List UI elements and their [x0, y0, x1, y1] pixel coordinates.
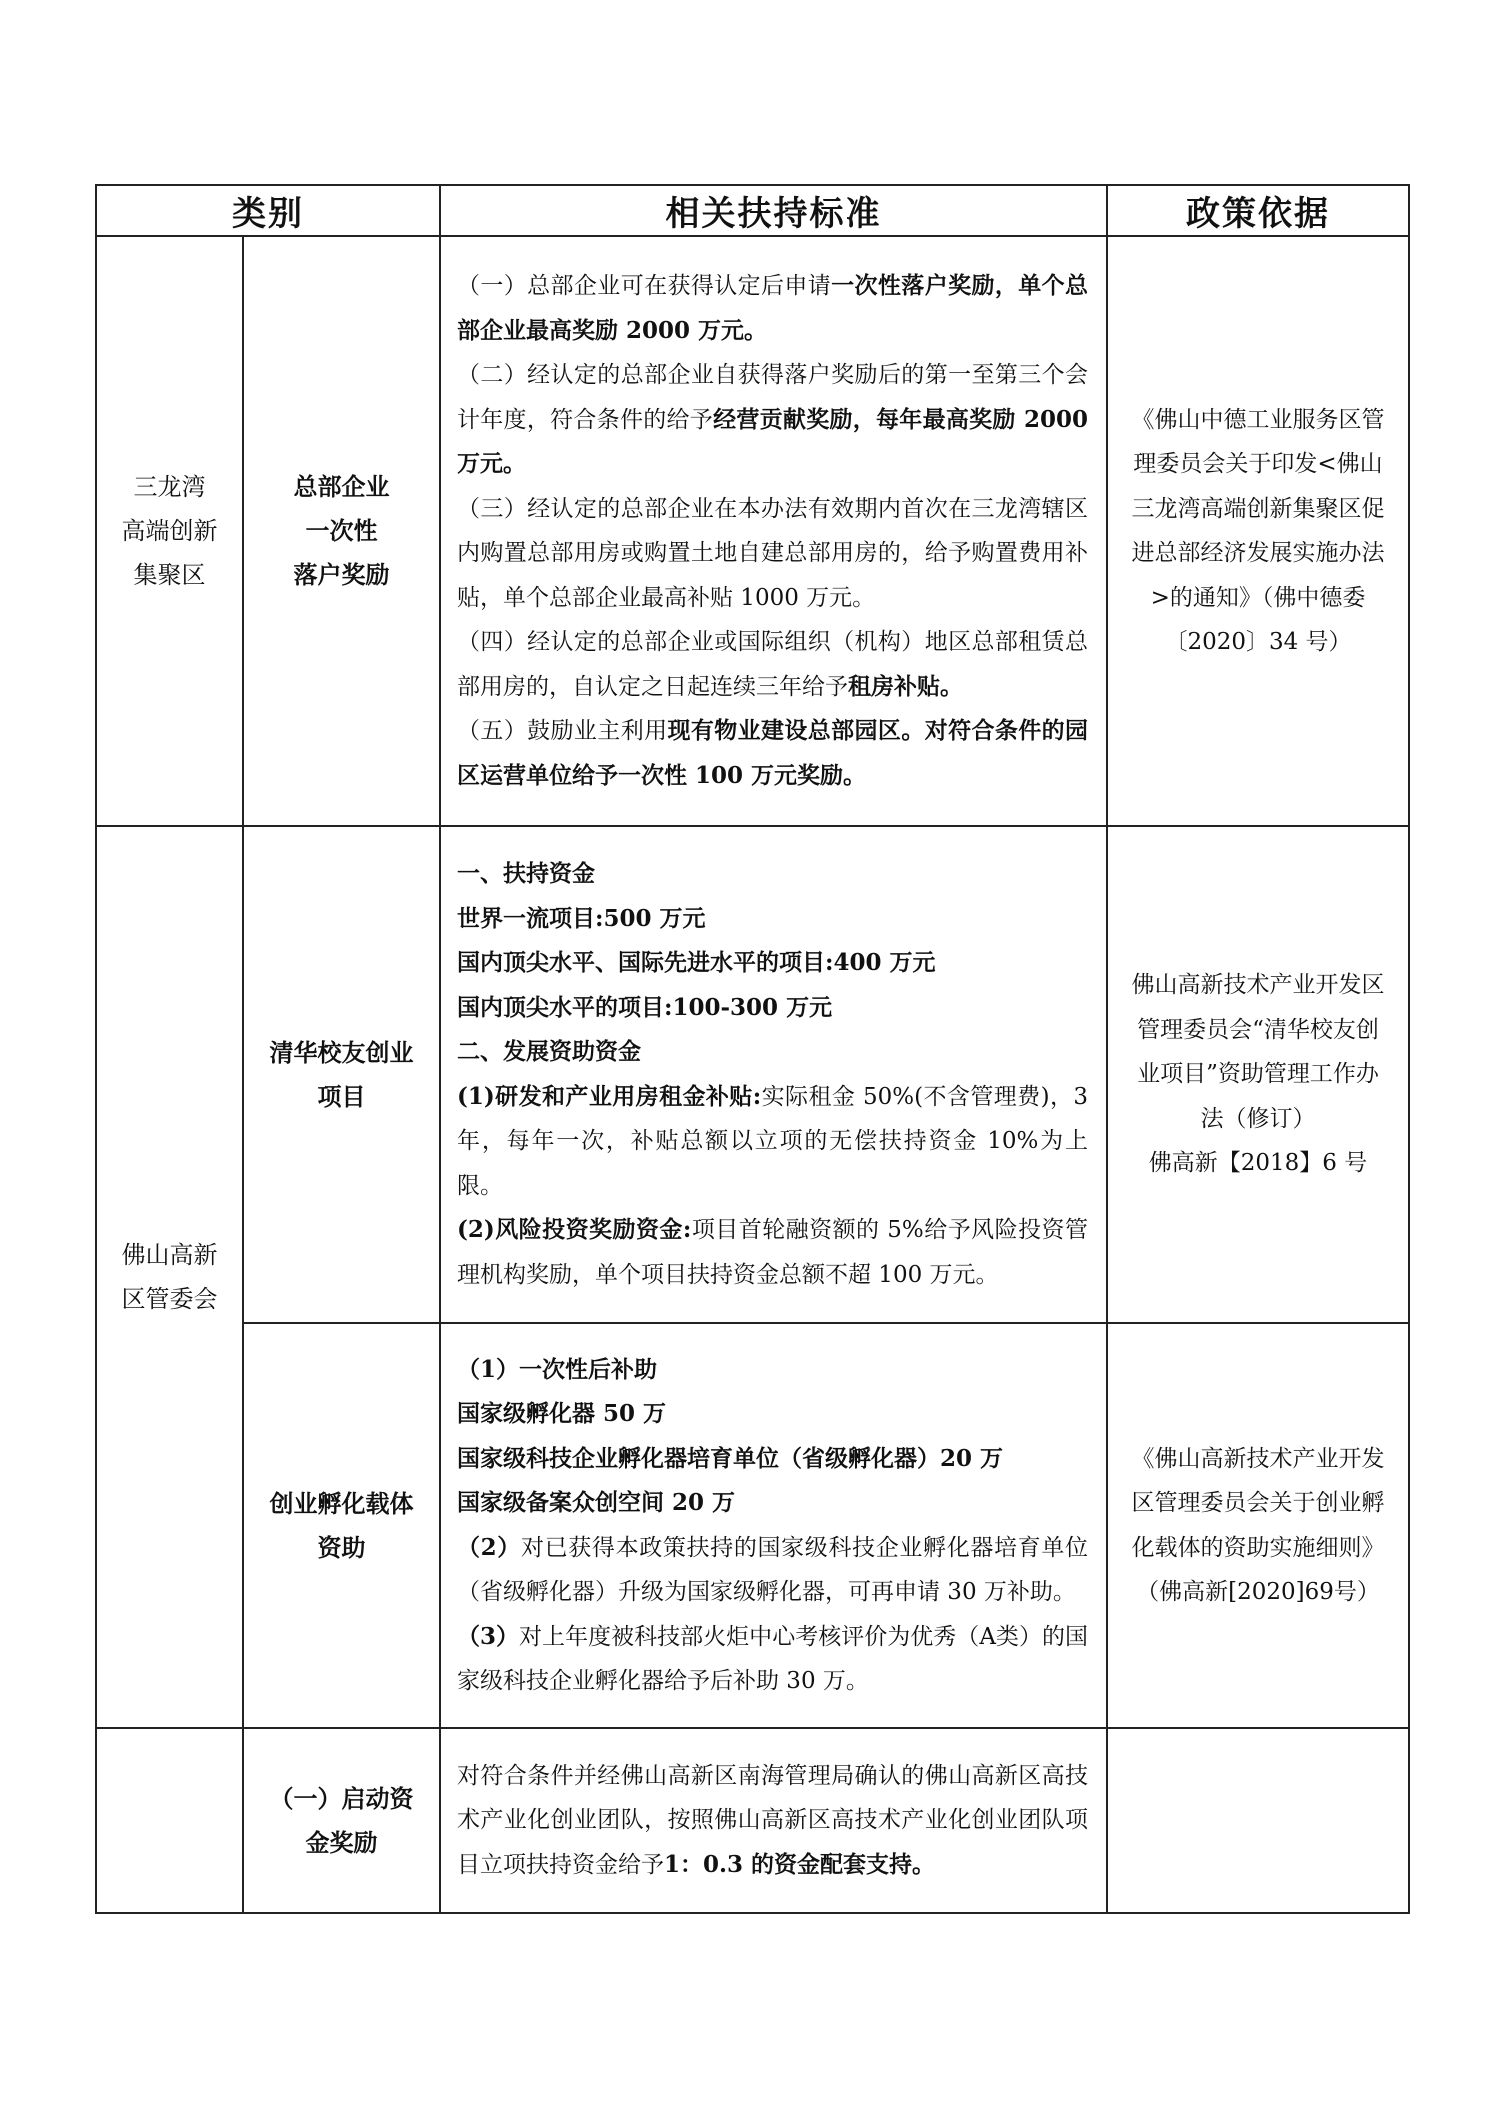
- standard-item-3: （三）经认定的总部企业在本办法有效期内首次在三龙湾辖区内购置总部用房或购置土地自建总部用房的，给予购置费用补贴，单个总部企业最高补贴 1000 万元。: [457, 495, 1088, 611]
- standard-line: 国内顶尖水平的项目:100-300 万元: [457, 993, 833, 1021]
- subcategory-tsinghua: [243, 826, 440, 1323]
- basis-text: 佛山高新技术产业开发区管理委员会“清华校友创业项目”资助管理工作办法（修订）: [1131, 972, 1385, 1132]
- standard-line: 一、扶持资金: [457, 860, 595, 887]
- standard-line: 国家级科技企业孵化器培育单位（省级孵化器）20 万: [457, 1444, 1004, 1472]
- subcategory-startup: [243, 1728, 440, 1913]
- subcategory-incubator: [243, 1323, 440, 1728]
- policy-table: [95, 184, 1410, 1914]
- standard-tsinghua: [440, 826, 1107, 1323]
- standard-item-5: （五）鼓励业主利用现有物业建设总部园区。对符合条件的园区运营单位给予一次性 100 万元奖励。: [457, 717, 1089, 789]
- subcategory-hq-reward: [243, 236, 440, 826]
- standard-line: 对符合条件并经佛山高新区南海管理局确认的佛山高新区高技术产业化创业团队，按照佛山高新区高技术产业化创业团队项目立项扶持资金给予1：0.3 的资金配套支持。: [457, 1762, 1088, 1878]
- standard-sanlongwan: [440, 236, 1107, 826]
- region-sanlongwan: [96, 236, 243, 826]
- header-standard: 相关扶持标准: [440, 185, 1107, 236]
- basis-text: 《佛山中德工业服务区管理委员会关于印发<佛山三龙湾高端创新集聚区促进总部经济发展实施办法>的通知》（佛中德委〔2020〕34 号）: [1131, 406, 1385, 655]
- standard-line: (2)风险投资奖励资金:项目首轮融资额的 5%给予风险投资管理机构奖励，单个项目扶持资金总额不超 100 万元。: [457, 1216, 1088, 1288]
- header-category: 类别: [96, 185, 440, 236]
- subcategory-line: 一次性: [305, 516, 378, 545]
- standard-incubator: [440, 1323, 1107, 1728]
- subcategory-line: 落户奖励: [293, 560, 390, 589]
- subcategory-line: 金奖励: [305, 1827, 378, 1857]
- row-tsinghua: [96, 826, 1409, 1323]
- basis-text: 《佛山高新技术产业开发区管理委员会关于创业孵化载体的资助实施细则》（佛高新[2020]69号）: [1131, 1445, 1385, 1605]
- basis-incubator: [1107, 1323, 1409, 1728]
- row-startup: [96, 1728, 1409, 1913]
- header-row: [96, 185, 1409, 236]
- subcategory-line: 清华校友创业: [269, 1037, 414, 1067]
- region-startup-empty: [96, 1728, 243, 1913]
- subcategory-line: （一）启动资: [269, 1783, 414, 1813]
- standard-line: 国家级孵化器 50 万: [457, 1400, 667, 1427]
- standard-item-4: （四）经认定的总部企业或国际组织（机构）地区总部租赁总部用房的，自认定之日起连续三年给予租房补贴。: [457, 629, 1088, 700]
- region-line: 集聚区: [133, 561, 206, 589]
- basis-number: 佛高新【2018】6 号: [1148, 1150, 1368, 1177]
- basis-startup-empty: [1107, 1728, 1409, 1913]
- subcategory-line: 创业孵化载体: [269, 1488, 414, 1518]
- standard-line: （1）一次性后补助: [457, 1355, 658, 1383]
- subcategory-line: 资助: [317, 1532, 366, 1562]
- standard-line: 世界一流项目:500 万元: [457, 904, 706, 932]
- subcategory-line: 总部企业: [293, 472, 390, 501]
- region-line: 三龙湾: [133, 473, 206, 501]
- standard-line: （3）对上年度被科技部火炬中心考核评价为优秀（A类）的国家级科技企业孵化器给予后补助 30 万。: [457, 1622, 1088, 1694]
- row-sanlongwan: [96, 236, 1409, 826]
- standard-startup: [440, 1728, 1107, 1913]
- region-line: 佛山高新: [121, 1241, 218, 1269]
- basis-tsinghua: [1107, 826, 1409, 1323]
- header-basis: 政策依据: [1107, 185, 1409, 236]
- standard-line: 二、发展资助资金: [457, 1038, 641, 1065]
- standard-item-2: （二）经认定的总部企业自获得落户奖励后的第一至第三个会计年度，符合条件的给予经营贡献奖励，每年最高奖励 2000 万元。: [457, 362, 1089, 477]
- standard-line: （2）对已获得本政策扶持的国家级科技企业孵化器培育单位（省级孵化器）升级为国家级孵化器，可再申请 30 万补助。: [457, 1533, 1088, 1605]
- subcategory-line: 项目: [317, 1081, 366, 1111]
- standard-line: 国家级备案众创空间 20 万: [457, 1489, 736, 1516]
- standard-line: (1)研发和产业用房租金补贴:实际租金 50%(不含管理费)，3 年，每年一次，补贴总额以立项的无偿扶持资金 10%为上限。: [457, 1082, 1089, 1199]
- row-incubator: [96, 1323, 1409, 1728]
- standard-item-1: （一）总部企业可在获得认定后申请一次性落户奖励，单个总部企业最高奖励 2000 万元。: [457, 272, 1089, 344]
- basis-sanlongwan: [1107, 236, 1409, 826]
- region-line: 高端创新: [121, 517, 218, 545]
- region-gaoxin: [96, 826, 243, 1728]
- standard-line: 国内顶尖水平、国际先进水平的项目:400 万元: [457, 949, 936, 976]
- region-line: 区管委会: [121, 1285, 218, 1313]
